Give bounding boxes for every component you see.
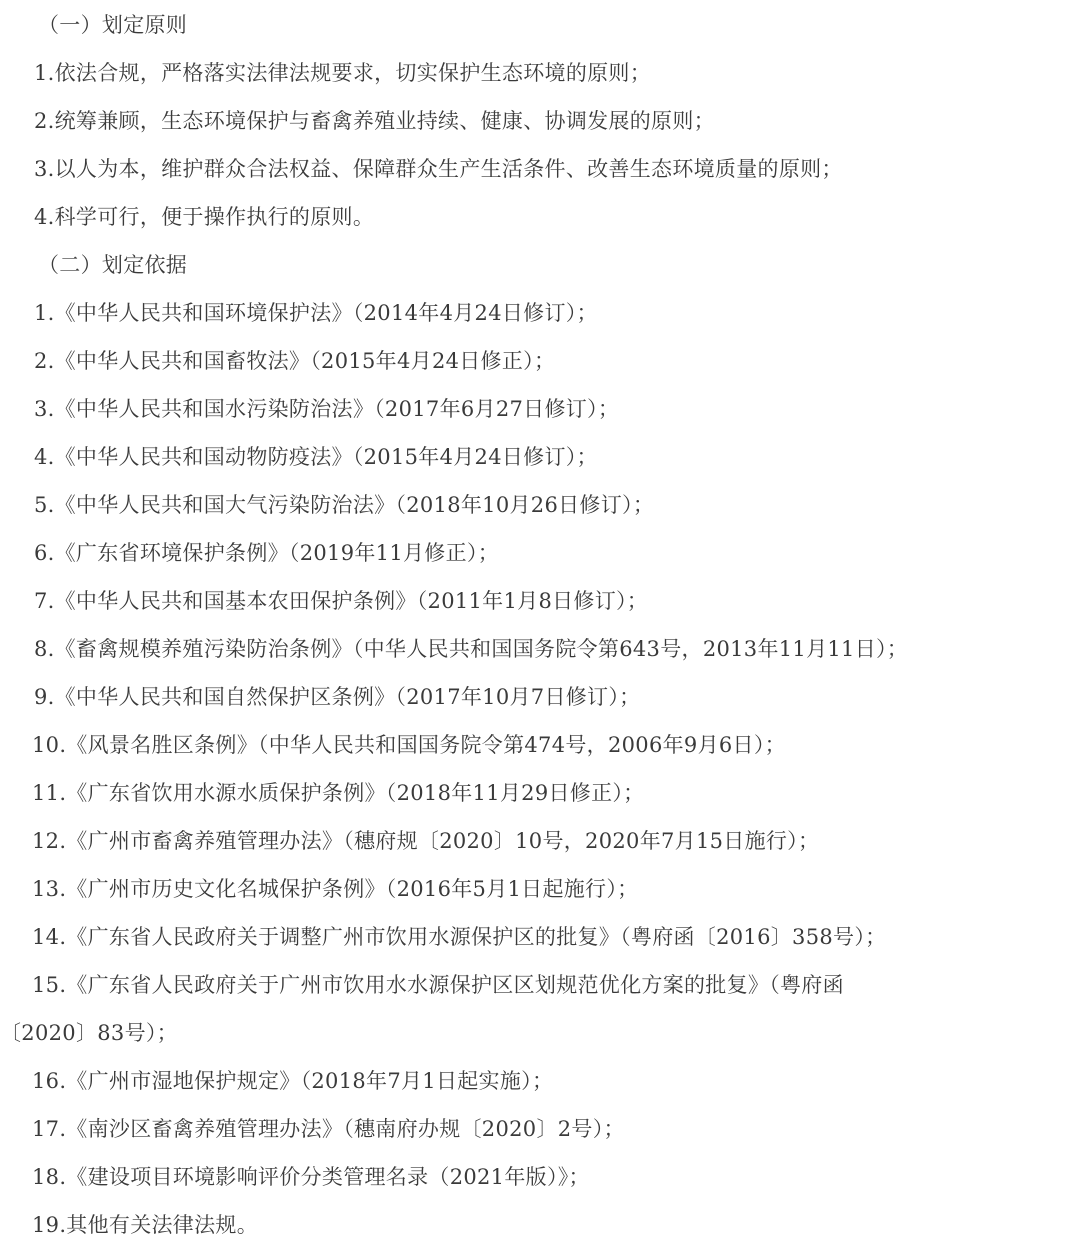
principle-item: 3.以人为本，维护群众合法权益、保障群众生产生活条件、改善生态环境质量的原则； (34, 157, 843, 181)
basis-item: 9.《中华人民共和国自然保护区条例》（2017年10月7日修订）； (34, 685, 641, 709)
principle-item: 4.科学可行，便于操作执行的原则。 (34, 205, 375, 229)
basis-item: 8.《畜禽规模养殖污染防治条例》（中华人民共和国国务院令第643号，2013年11月11日）； (34, 637, 909, 661)
basis-item: 19.其他有关法律法规。 (32, 1213, 258, 1237)
basis-item: 6.《广东省环境保护条例》（2019年11月修正）； (34, 541, 499, 565)
basis-item: 16.《广州市湿地保护规定》（2018年7月1日起实施）； (32, 1069, 554, 1093)
basis-item: 3.《中华人民共和国水污染防治法》（2017年6月27日修订）； (34, 397, 620, 421)
basis-item: 1.《中华人民共和国环境保护法》（2014年4月24日修订）； (34, 301, 598, 325)
basis-item: 5.《中华人民共和国大气污染防治法》（2018年10月26日修订）； (34, 493, 655, 517)
basis-item: 17.《南沙区畜禽养殖管理办法》（穗南府办规〔2020〕2号）； (32, 1117, 625, 1141)
basis-item: 15.《广东省人民政府关于广州市饮用水水源保护区区划规范优化方案的批复》（粤府函 (32, 973, 844, 997)
basis-item: 11.《广东省饮用水源水质保护条例》（2018年11月29日修正）； (32, 781, 645, 805)
basis-item: 14.《广东省人民政府关于调整广州市饮用水源保护区的批复》（粤府函〔2016〕358号）； (32, 925, 887, 949)
basis-item: 13.《广州市历史文化名城保护条例》（2016年5月1日起施行）； (32, 877, 639, 901)
basis-item: 12.《广州市畜禽养殖管理办法》（穗府规〔2020〕10号，2020年7月15日施行）； (32, 829, 820, 853)
principle-item: 1.依法合规，严格落实法律法规要求，切实保护生态环境的原则； (34, 61, 652, 85)
basis-item-continuation: 〔2020〕83号）； (0, 1021, 178, 1045)
basis-item: 10.《风景名胜区条例》（中华人民共和国国务院令第474号，2006年9月6日）； (32, 733, 786, 757)
section-heading: （二）划定依据 (38, 253, 188, 277)
basis-item: 18.《建设项目环境影响评价分类管理名录（2021年版）》； (32, 1165, 590, 1189)
basis-item: 2.《中华人民共和国畜牧法》（2015年4月24日修正）； (34, 349, 556, 373)
principle-item: 2.统筹兼顾，生态环境保护与畜禽养殖业持续、健康、协调发展的原则； (34, 109, 715, 133)
section-heading: （一）划定原则 (38, 13, 188, 37)
basis-item: 7.《中华人民共和国基本农田保护条例》（2011年1月8日修订）； (34, 589, 649, 613)
basis-item: 4.《中华人民共和国动物防疫法》（2015年4月24日修订）； (34, 445, 598, 469)
